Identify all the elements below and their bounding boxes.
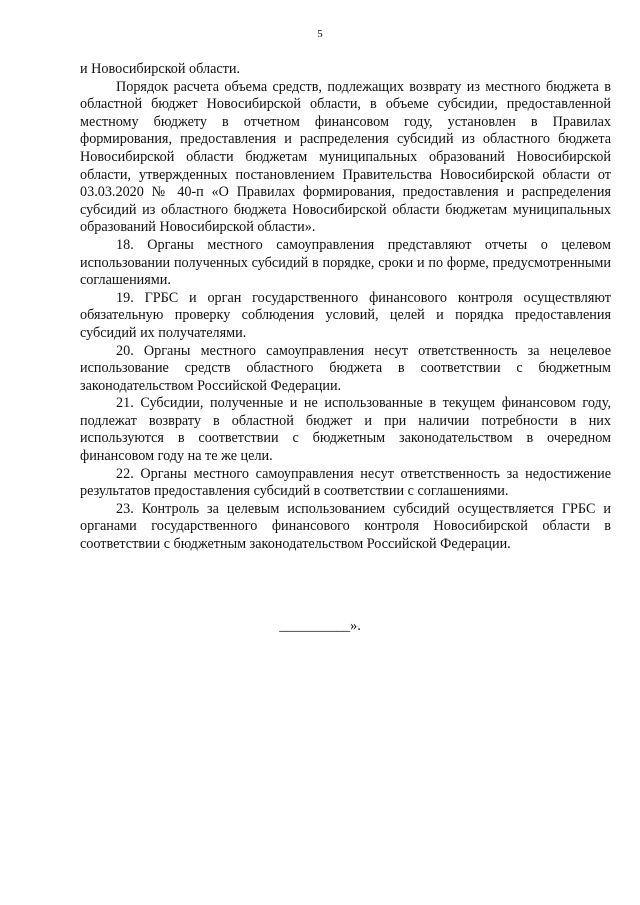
page-number: 5 — [317, 28, 323, 40]
document-body — [80, 61, 611, 554]
paragraph-item-22: 22. Органы местного самоуправления несут ответственность за недостижение результатов предоставления субсидий в соответствии с соглашениями. — [80, 465, 611, 500]
closing-line: __________». — [279, 618, 361, 634]
paragraph-refund-procedure: Порядок расчета объема средств, подлежащих возврату из местного бюджета в областной бюджет Новосибирской области, в объеме субсидии, предоставленной местному бюджету в отчетном финансовом году, установлен в Правилах формирования, предоставления и распределения субсидий из областного бюджета Новосибирской области бюджетам муниципальных образований Новосибирской области, утвержденных постановлением Правительства Новосибирской области от 03.03.2020 № 40-п «О Правилах формирования, предоставления и распределения субсидий из областного бюджета Новосибирской области бюджетам муниципальных образований Новосибирской области». — [80, 78, 611, 236]
paragraph-item-19: 19. ГРБС и орган государственного финансового контроля осуществляют обязательную проверку соблюдения условий, целей и порядка предоставления субсидий их получателями. — [80, 289, 611, 341]
paragraph-item-23: 23. Контроль за целевым использованием субсидий осуществляется ГРБС и органами государственного финансового контроля Новосибирской области в соответствии с бюджетным законодательством Российской Федерации. — [80, 500, 611, 553]
paragraph-item-20: 20. Органы местного самоуправления несут ответственность за нецелевое использование средств областного бюджета в соответствии с бюджетным законодательством Российской Федерации. — [80, 342, 611, 394]
paragraph-continuation: и Новосибирской области. — [80, 61, 240, 77]
paragraph-item-18: 18. Органы местного самоуправления представляют отчеты о целевом использовании полученных субсидий в порядке, сроки и по форме, предусмотренными соглашениями. — [80, 236, 611, 289]
paragraph-item-21: 21. Субсидии, полученные и не использованные в текущем финансовом году, подлежат возврату в областной бюджет и при наличии потребности в них используются в соответствии с бюджетным законодательством в очередном финансовом году на те же цели. — [80, 395, 611, 465]
